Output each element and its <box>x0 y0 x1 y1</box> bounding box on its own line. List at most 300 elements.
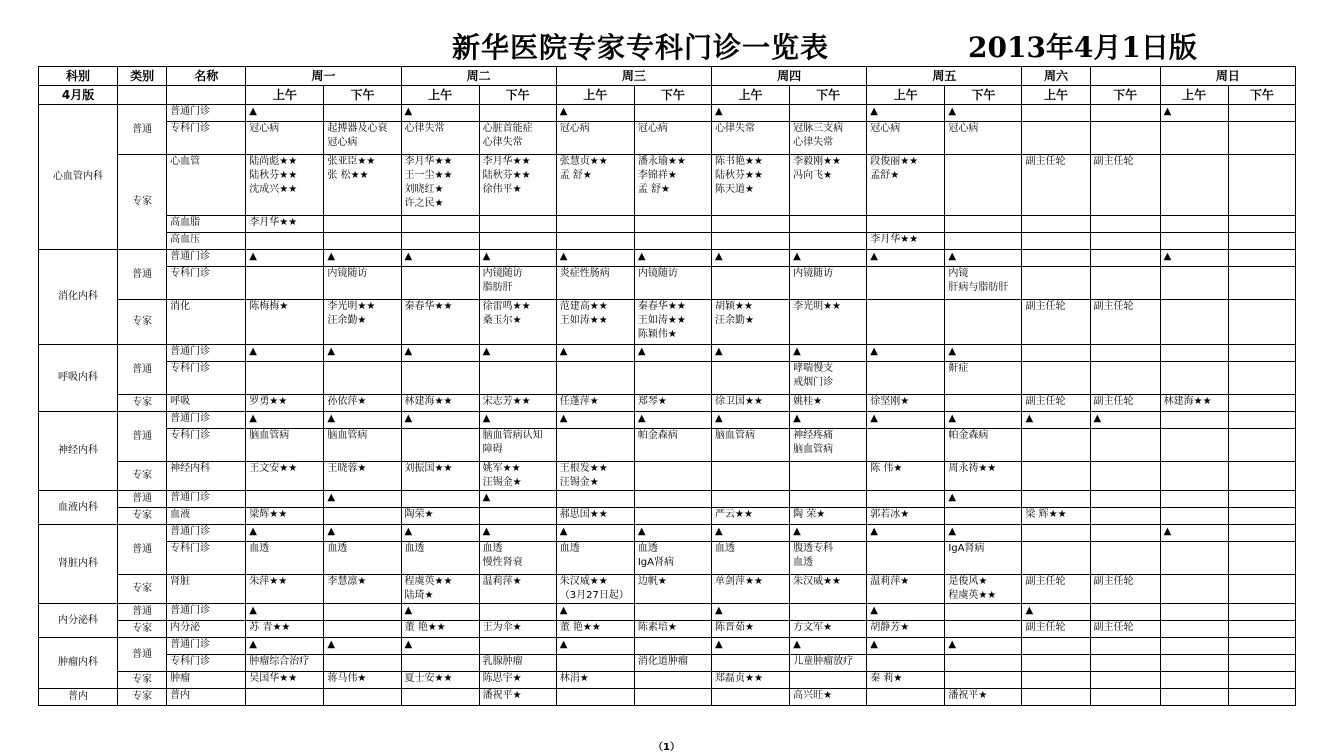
header-am: 上午 <box>1022 86 1090 105</box>
schedule-cell <box>634 395 711 412</box>
schedule-cell <box>401 233 479 250</box>
schedule-cell-line: 苏 青★★ <box>249 622 291 633</box>
category-cell: 专家 <box>118 395 167 412</box>
schedule-cell <box>711 105 789 122</box>
schedule-cell <box>1022 345 1090 362</box>
schedule-cell <box>1160 216 1228 233</box>
schedule-cell <box>1022 105 1090 122</box>
category-cell: 普通 <box>118 525 167 575</box>
schedule-cell <box>556 300 634 345</box>
schedule-cell <box>711 216 789 233</box>
schedule-cell-line: 王如涛★★ <box>559 315 608 326</box>
schedule-cell <box>634 491 711 508</box>
schedule-cell <box>945 525 1022 542</box>
schedule-cell-line: ▲ <box>948 346 957 357</box>
schedule-cell <box>1090 604 1160 621</box>
schedule-cell <box>401 412 479 429</box>
clinic-name-cell: 普通门诊 <box>167 638 246 655</box>
schedule-cell-line: ▲ <box>714 251 723 262</box>
schedule-cell <box>401 689 479 706</box>
schedule-cell-line: ▲ <box>327 492 336 503</box>
schedule-cell <box>1090 216 1160 233</box>
schedule-cell <box>790 638 867 655</box>
schedule-cell-line: ▲ <box>637 251 646 262</box>
schedule-cell-line: ▲ <box>793 413 801 424</box>
schedule-cell-line: ▲ <box>482 526 491 537</box>
schedule-row <box>39 105 1296 122</box>
clinic-name-cell: 高血压 <box>167 233 246 250</box>
schedule-cell <box>945 412 1022 429</box>
schedule-cell-line: 陈颖伟★ <box>637 329 677 340</box>
header-row-days <box>39 67 1296 86</box>
schedule-cell <box>711 491 789 508</box>
schedule-cell <box>246 155 324 216</box>
schedule-row <box>39 122 1296 155</box>
schedule-cell <box>867 267 945 300</box>
schedule-cell-line: 胡静芳★ <box>870 622 910 633</box>
schedule-cell <box>634 250 711 267</box>
schedule-row <box>39 155 1296 216</box>
schedule-cell-line: ▲ <box>714 639 723 650</box>
schedule-cell <box>945 233 1022 250</box>
schedule-cell <box>867 362 945 395</box>
schedule-cell <box>246 638 324 655</box>
schedule-cell-line: 陆琦★ <box>404 590 434 601</box>
page-number: （1） <box>653 742 680 753</box>
schedule-cell <box>790 105 867 122</box>
schedule-cell <box>867 122 945 155</box>
dept-cell: 神经内科 <box>39 412 118 491</box>
schedule-cell <box>246 525 324 542</box>
schedule-cell <box>1228 429 1295 462</box>
schedule-cell <box>401 345 479 362</box>
schedule-cell-line: 秦春华★★ <box>404 301 453 312</box>
schedule-row <box>39 575 1296 604</box>
schedule-cell <box>1228 233 1295 250</box>
schedule-cell <box>1090 395 1160 412</box>
clinic-name-cell: 消化 <box>167 300 246 345</box>
category-cell: 普通 <box>118 491 167 508</box>
header-am: 上午 <box>1160 86 1228 105</box>
schedule-cell <box>1090 525 1160 542</box>
schedule-cell <box>867 508 945 525</box>
schedule-cell-line: ▲ <box>559 413 568 424</box>
schedule-cell-line: 李毅刚★★ <box>793 156 842 167</box>
header-blank <box>118 86 167 105</box>
header-pm: 下午 <box>324 86 401 105</box>
schedule-cell <box>479 155 556 216</box>
schedule-cell-line: ▲ <box>870 526 878 537</box>
schedule-cell <box>1090 412 1160 429</box>
schedule-row <box>39 233 1296 250</box>
schedule-cell <box>401 542 479 575</box>
header-am: 上午 <box>556 86 634 105</box>
schedule-cell-line: 起搏器及心衰 <box>327 123 388 134</box>
schedule-cell <box>867 345 945 362</box>
schedule-cell <box>1228 105 1295 122</box>
schedule-cell <box>401 362 479 395</box>
schedule-cell <box>1090 122 1160 155</box>
schedule-cell <box>556 395 634 412</box>
schedule-cell-line: 血透 <box>637 543 658 554</box>
header-row-ampm <box>39 86 1296 105</box>
schedule-cell-line: 脑血管病 <box>327 430 368 441</box>
category-cell: 专家 <box>118 621 167 638</box>
schedule-cell <box>1228 508 1295 525</box>
schedule-cell <box>401 105 479 122</box>
schedule-cell <box>246 216 324 233</box>
category-cell: 普通 <box>118 638 167 672</box>
schedule-cell <box>556 216 634 233</box>
schedule-cell <box>711 604 789 621</box>
schedule-cell-line: 慢性肾衰 <box>482 557 523 568</box>
schedule-cell <box>324 638 401 655</box>
schedule-cell <box>1160 362 1228 395</box>
clinic-name-cell: 专科门诊 <box>167 429 246 462</box>
schedule-cell <box>1022 491 1090 508</box>
schedule-cell <box>401 575 479 604</box>
schedule-cell <box>1228 250 1295 267</box>
schedule-cell <box>1090 233 1160 250</box>
schedule-cell <box>634 429 711 462</box>
schedule-cell <box>1160 300 1228 345</box>
schedule-cell-line: 副主任轮 <box>1025 301 1066 312</box>
schedule-cell <box>1228 604 1295 621</box>
schedule-cell <box>634 267 711 300</box>
schedule-cell <box>1228 525 1295 542</box>
schedule-cell-line: ▲ <box>948 492 957 503</box>
schedule-cell <box>1160 412 1228 429</box>
schedule-cell <box>867 672 945 689</box>
schedule-cell <box>1090 362 1160 395</box>
schedule-cell-line: ▲ <box>404 413 413 424</box>
schedule-cell <box>479 345 556 362</box>
schedule-cell <box>324 429 401 462</box>
schedule-cell <box>1022 216 1090 233</box>
schedule-cell <box>556 491 634 508</box>
schedule-cell-line: 沈成兴★★ <box>249 184 298 195</box>
schedule-cell <box>246 508 324 525</box>
schedule-cell-line: 帕金森病 <box>948 430 989 441</box>
schedule-cell <box>1090 508 1160 525</box>
schedule-cell <box>324 542 401 575</box>
schedule-cell <box>945 105 1022 122</box>
schedule-cell <box>711 250 789 267</box>
schedule-cell <box>1090 267 1160 300</box>
schedule-cell <box>711 508 789 525</box>
schedule-cell <box>401 216 479 233</box>
schedule-cell <box>401 429 479 462</box>
schedule-cell <box>1228 462 1295 491</box>
schedule-cell <box>1090 575 1160 604</box>
schedule-cell <box>790 362 867 395</box>
dept-cell: 心血管内科 <box>39 105 118 250</box>
schedule-cell-line: 王根发★★ <box>559 463 608 474</box>
schedule-cell <box>1160 155 1228 216</box>
schedule-cell <box>401 300 479 345</box>
schedule-cell <box>1022 300 1090 345</box>
schedule-cell <box>556 429 634 462</box>
schedule-cell <box>1022 395 1090 412</box>
clinic-name-cell: 普通门诊 <box>167 105 246 122</box>
schedule-cell <box>634 689 711 706</box>
schedule-cell <box>1160 604 1228 621</box>
schedule-cell-line: 刘振国★★ <box>404 463 453 474</box>
schedule-cell-line: ▲ <box>482 251 491 262</box>
schedule-cell <box>1022 604 1090 621</box>
schedule-cell <box>945 250 1022 267</box>
schedule-cell <box>1022 462 1090 491</box>
schedule-cell <box>479 689 556 706</box>
schedule-cell <box>867 105 945 122</box>
schedule-cell <box>945 621 1022 638</box>
schedule-cell-line: 刘晓红★ <box>404 184 444 195</box>
schedule-cell-line: 心律失常 <box>714 123 755 134</box>
schedule-cell <box>1228 689 1295 706</box>
schedule-cell-line: 李光明★★ <box>793 301 842 312</box>
schedule-cell-line: 胡颖★★ <box>714 301 753 312</box>
schedule-cell <box>479 638 556 655</box>
schedule-cell-line: 徐伟平★ <box>482 184 522 195</box>
schedule-cell <box>790 575 867 604</box>
schedule-cell-line: 郑琴★ <box>637 396 667 407</box>
schedule-cell <box>945 122 1022 155</box>
schedule-cell-line: 汪锡金★ <box>482 477 522 488</box>
schedule-cell <box>556 267 634 300</box>
schedule-cell <box>634 122 711 155</box>
schedule-cell-line: 副主任轮 <box>1025 156 1066 167</box>
schedule-row <box>39 525 1296 542</box>
schedule-cell-line: 罗勇★★ <box>249 396 288 407</box>
dept-cell: 肿瘤内科 <box>39 638 118 689</box>
schedule-cell-line: ▲ <box>948 413 957 424</box>
schedule-cell <box>711 122 789 155</box>
dept-cell: 内分泌科 <box>39 604 118 638</box>
schedule-cell-line: 李月华★★ <box>249 217 298 228</box>
schedule-cell <box>246 105 324 122</box>
schedule-cell-line: 王文安★★ <box>249 463 298 474</box>
schedule-cell <box>401 155 479 216</box>
schedule-cell <box>634 542 711 575</box>
schedule-cell-line: 边帆★ <box>637 576 667 587</box>
schedule-cell <box>1228 491 1295 508</box>
schedule-cell <box>711 233 789 250</box>
schedule-cell-line: 孟舒★ <box>870 170 900 181</box>
schedule-cell <box>1160 105 1228 122</box>
schedule-cell-line: 秦 莉★ <box>870 673 903 684</box>
schedule-cell <box>867 250 945 267</box>
schedule-cell-line: 冠心病 <box>948 123 979 134</box>
schedule-cell <box>246 655 324 672</box>
schedule-cell-line: ▲ <box>249 605 257 616</box>
header-dept: 科别 <box>39 67 118 86</box>
schedule-cell-line: 潘祝平★ <box>482 690 522 701</box>
schedule-cell <box>790 655 867 672</box>
schedule-cell <box>324 525 401 542</box>
schedule-cell <box>867 525 945 542</box>
schedule-cell-line: 脂肪肝 <box>482 282 513 293</box>
schedule-cell-line: 高兴旺★ <box>793 690 833 701</box>
schedule-cell-line: 陆秋芬★★ <box>249 170 298 181</box>
schedule-cell <box>790 345 867 362</box>
schedule-cell-line: 温莉萍★ <box>870 576 910 587</box>
schedule-cell-line: 汪余勤★ <box>327 315 367 326</box>
schedule-cell-line: ▲ <box>404 106 413 117</box>
schedule-cell-line: ▲ <box>559 251 568 262</box>
schedule-cell <box>1228 638 1295 655</box>
schedule-cell-line: ▲ <box>637 526 646 537</box>
schedule-cell <box>479 508 556 525</box>
schedule-cell-line: 张亚臣★★ <box>327 156 376 167</box>
schedule-cell <box>867 216 945 233</box>
schedule-cell <box>1090 689 1160 706</box>
schedule-cell-line: 陆秋芬★★ <box>482 170 531 181</box>
schedule-cell <box>556 672 634 689</box>
schedule-cell-line: ▲ <box>559 346 568 357</box>
schedule-cell <box>1228 412 1295 429</box>
schedule-cell-line: 副主任轮 <box>1025 622 1066 633</box>
clinic-name-cell: 内分泌 <box>167 621 246 638</box>
schedule-cell <box>790 525 867 542</box>
schedule-cell <box>1022 575 1090 604</box>
schedule-cell <box>867 462 945 491</box>
schedule-cell-line: 血透 <box>404 543 425 554</box>
schedule-cell <box>401 122 479 155</box>
schedule-cell-line: ▲ <box>249 526 257 537</box>
schedule-cell <box>711 525 789 542</box>
schedule-cell <box>945 638 1022 655</box>
schedule-cell <box>634 525 711 542</box>
schedule-cell <box>324 621 401 638</box>
schedule-cell <box>945 508 1022 525</box>
schedule-cell-line: 潘祝平★ <box>948 690 988 701</box>
schedule-row <box>39 689 1296 706</box>
schedule-cell-line: 心律失常 <box>482 137 523 148</box>
schedule-cell-line: 内镜随访 <box>482 268 523 279</box>
clinic-name-cell: 专科门诊 <box>167 122 246 155</box>
schedule-cell <box>324 655 401 672</box>
schedule-cell <box>556 122 634 155</box>
schedule-cell-line: 乳腺肿瘤 <box>482 656 523 667</box>
schedule-cell-line: 朱汉威★★ <box>793 576 842 587</box>
schedule-cell <box>867 412 945 429</box>
schedule-cell <box>867 575 945 604</box>
schedule-cell <box>479 233 556 250</box>
schedule-cell <box>790 216 867 233</box>
schedule-cell <box>1160 462 1228 491</box>
schedule-cell <box>634 462 711 491</box>
schedule-cell-line: 冠心病 <box>249 123 280 134</box>
schedule-cell-line: 副主任轮 <box>1093 156 1134 167</box>
clinic-name-cell: 普内 <box>167 689 246 706</box>
schedule-cell <box>1228 122 1295 155</box>
header-am: 上午 <box>867 86 945 105</box>
schedule-cell <box>556 412 634 429</box>
schedule-cell-line: IgA肾病 <box>948 543 985 554</box>
header-cat: 类别 <box>118 67 167 86</box>
schedule-cell <box>1228 155 1295 216</box>
category-cell: 普通 <box>118 345 167 395</box>
schedule-cell-line: 冠脉三支病 <box>793 123 844 134</box>
schedule-cell <box>1160 621 1228 638</box>
schedule-cell <box>1160 689 1228 706</box>
schedule-cell <box>1022 250 1090 267</box>
schedule-cell <box>1022 689 1090 706</box>
schedule-cell <box>1160 122 1228 155</box>
schedule-cell <box>246 122 324 155</box>
schedule-cell-line: 血透 <box>559 543 580 554</box>
schedule-cell <box>1022 429 1090 462</box>
schedule-cell-line: 脑血管病 <box>249 430 290 441</box>
schedule-cell-line: ▲ <box>249 413 257 424</box>
schedule-cell <box>790 542 867 575</box>
schedule-cell-line: 王一尘★★ <box>404 170 453 181</box>
schedule-cell <box>246 604 324 621</box>
schedule-cell <box>479 655 556 672</box>
schedule-cell-line: 血透 <box>793 557 814 568</box>
schedule-cell <box>556 621 634 638</box>
schedule-cell-line: 梁 辉★★ <box>1025 509 1067 520</box>
schedule-cell <box>1160 267 1228 300</box>
schedule-cell-line: 陶荣★ <box>404 509 434 520</box>
schedule-cell-line: 严云★★ <box>714 509 753 520</box>
header-day: 周五 <box>867 67 1022 86</box>
schedule-cell <box>1022 542 1090 575</box>
schedule-cell <box>1022 267 1090 300</box>
schedule-cell <box>634 155 711 216</box>
schedule-cell <box>1160 672 1228 689</box>
schedule-cell-line: 徐卫国★★ <box>714 396 763 407</box>
schedule-cell <box>1160 395 1228 412</box>
schedule-cell <box>556 689 634 706</box>
schedule-cell <box>634 362 711 395</box>
schedule-cell <box>324 122 401 155</box>
schedule-cell-line: 副主任轮 <box>1093 622 1134 633</box>
header-day: 周一 <box>246 67 401 86</box>
schedule-cell <box>790 429 867 462</box>
schedule-cell-line: 陈素培★ <box>637 622 677 633</box>
clinic-name-cell: 普通门诊 <box>167 491 246 508</box>
schedule-cell <box>479 250 556 267</box>
schedule-cell <box>634 233 711 250</box>
header-pm: 下午 <box>1090 86 1160 105</box>
schedule-cell <box>1090 491 1160 508</box>
schedule-cell <box>1022 638 1090 655</box>
schedule-cell <box>711 267 789 300</box>
schedule-cell <box>711 689 789 706</box>
schedule-cell-line: ▲ <box>404 251 413 262</box>
clinic-name-cell: 普通门诊 <box>167 345 246 362</box>
schedule-cell <box>1228 542 1295 575</box>
schedule-cell <box>867 395 945 412</box>
header-pm: 下午 <box>634 86 711 105</box>
schedule-cell <box>790 491 867 508</box>
schedule-cell-line: 李月华★★ <box>482 156 531 167</box>
schedule-cell <box>556 525 634 542</box>
category-cell: 普通 <box>118 604 167 621</box>
schedule-cell-line: 桑玉尔★ <box>482 315 522 326</box>
schedule-cell <box>246 267 324 300</box>
schedule-cell <box>711 429 789 462</box>
schedule-cell <box>479 525 556 542</box>
schedule-cell-line: 副主任轮 <box>1093 576 1134 587</box>
schedule-cell <box>324 412 401 429</box>
schedule-cell <box>401 462 479 491</box>
schedule-cell <box>401 525 479 542</box>
schedule-cell <box>1090 462 1160 491</box>
header-blank <box>167 86 246 105</box>
header-pm: 下午 <box>790 86 867 105</box>
